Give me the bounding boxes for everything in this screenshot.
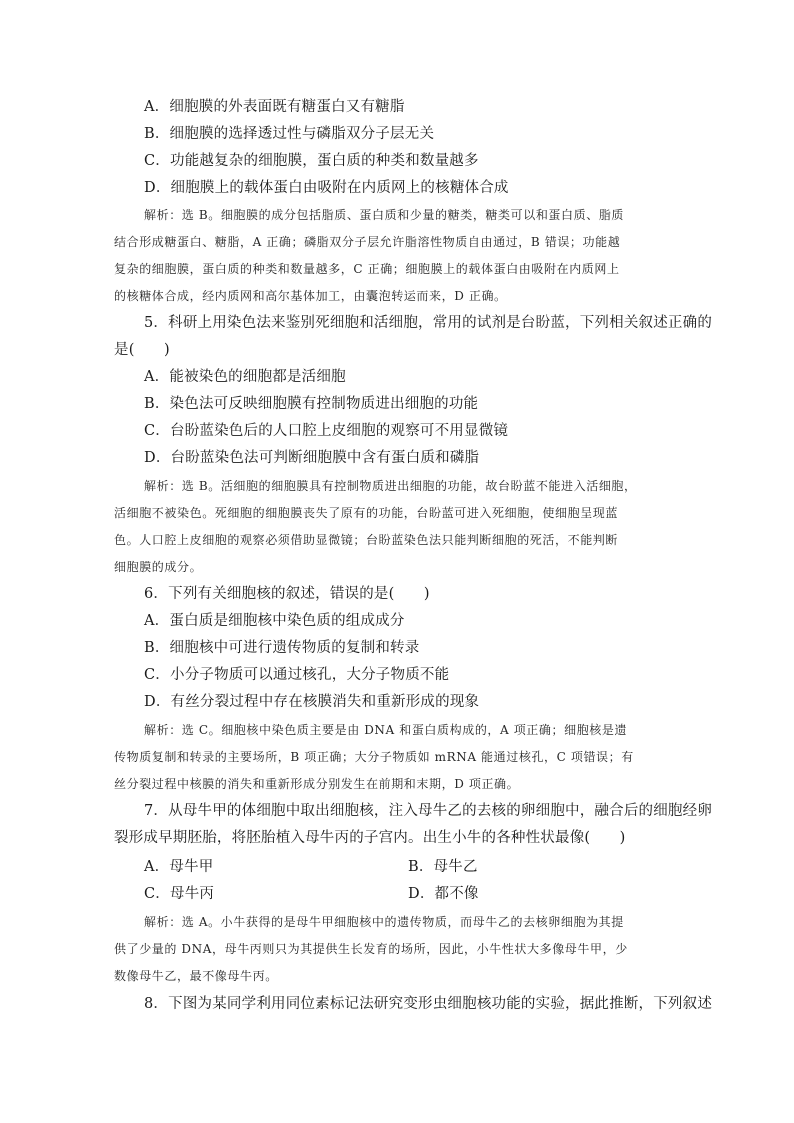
q5-option-d: D．台盼蓝染色法可判断细胞膜中含有蛋白质和磷脂 — [144, 450, 480, 466]
q6-explanation-line: 传物质复制和转录的主要场所，B 项正确；大分子物质如 mRNA 能通过核孔，C 项错误；有 — [114, 750, 634, 764]
q6-explanation-line: 解析：选 C。细胞核中染色质主要是由 DNA 和蛋白质构成的，A 项正确；细胞核是遗 — [144, 723, 628, 737]
q7-explanation-line: 供了少量的 DNA，母牛丙则只为其提供生长发育的场所，因此，小牛性状大多像母牛甲，少 — [114, 942, 628, 956]
q7-option-d: D．都不像 — [408, 886, 479, 902]
q4-explanation-line: 解析：选 B。细胞膜的成分包括脂质、蛋白质和少量的糖类，糖类可以和蛋白质、脂质 — [144, 208, 625, 222]
q5-option-c: C．台盼蓝染色后的人口腔上皮细胞的观察可不用显微镜 — [144, 423, 509, 439]
q6-option-a: A．蛋白质是细胞核中染色质的组成成分 — [144, 613, 405, 629]
q7-option-b: B．母牛乙 — [408, 859, 478, 875]
q7-option-c: C．母牛丙 — [144, 886, 215, 902]
q5-option-a: A．能被染色的细胞都是活细胞 — [144, 369, 346, 385]
q8-stem: 8．下图为某同学利用同位素标记法研究变形虫细胞核功能的实验，据此推断，下列叙述 — [144, 996, 713, 1012]
q5-explanation-line: 活细胞不被染色。死细胞的细胞膜丧失了原有的功能，台盼蓝可进入死细胞，使细胞呈现蓝 — [114, 506, 619, 520]
q4-explanation-line: 复杂的细胞膜，蛋白质的种类和数量越多，C 正确；细胞膜上的载体蛋白由吸附在内质网上 — [114, 262, 620, 276]
q4-option-b: B．细胞膜的选择透过性与磷脂双分子层无关 — [144, 126, 435, 142]
q7-explanation-line: 解析：选 A。小牛获得的是母牛甲细胞核中的遗传物质，而母牛乙的去核卵细胞为其提 — [144, 915, 624, 929]
q4-explanation-line: 结合形成糖蛋白、糖脂，A 正确；磷脂双分子层允许脂溶性物质自由通过，B 错误；功能越 — [114, 235, 621, 249]
q5-explanation-line: 色。人口腔上皮细胞的观察必须借助显微镜；台盼蓝染色法只能判断细胞的死活，不能判断 — [114, 533, 619, 547]
q4-explanation-line: 的核糖体合成，经内质网和高尔基体加工，由囊泡转运而来，D 正确。 — [114, 289, 507, 303]
q7-option-a: A．母牛甲 — [144, 859, 214, 875]
q7-stem: 7．从母牛甲的体细胞中取出细胞核，注入母牛乙的去核的卵细胞中，融合后的细胞经卵 — [144, 803, 713, 819]
q5-explanation-line: 解析：选 B。活细胞的细胞膜具有控制物质进出细胞的功能，故台盼蓝不能进入活细胞， — [144, 479, 637, 493]
q6-stem: 6．下列有关细胞核的叙述，错误的是( ) — [144, 586, 430, 602]
q6-option-b: B．细胞核中可进行遗传物质的复制和转录 — [144, 640, 420, 656]
q7-explanation-line: 数像母牛乙，最不像母牛丙。 — [114, 969, 278, 983]
q5-option-b: B．染色法可反映细胞膜有控制物质进出细胞的功能 — [144, 396, 479, 412]
q4-option-d: D．细胞膜上的载体蛋白由吸附在内质网上的核糖体合成 — [144, 180, 509, 196]
q6-option-c: C．小分子物质可以通过核孔，大分子物质不能 — [144, 667, 450, 683]
q5-stem-cont: 是( ) — [114, 342, 170, 358]
q6-explanation-line: 丝分裂过程中核膜的消失和重新形成分别发生在前期和末期，D 项正确。 — [114, 777, 520, 791]
q7-stem-cont: 裂形成早期胚胎，将胚胎植入母牛丙的子宫内。出生小牛的各种性状最像( ) — [114, 830, 626, 846]
q6-option-d: D．有丝分裂过程中存在核膜消失和重新形成的现象 — [144, 694, 480, 710]
q4-option-c: C．功能越复杂的细胞膜，蛋白质的种类和数量越多 — [144, 153, 479, 169]
q4-option-a: A．细胞膜的外表面既有糖蛋白又有糖脂 — [144, 99, 405, 115]
q5-explanation-line: 细胞膜的成分。 — [114, 560, 203, 574]
q5-stem: 5．科研上用染色法来鉴别死细胞和活细胞，常用的试剂是台盼蓝，下列相关叙述正确的 — [144, 315, 713, 331]
